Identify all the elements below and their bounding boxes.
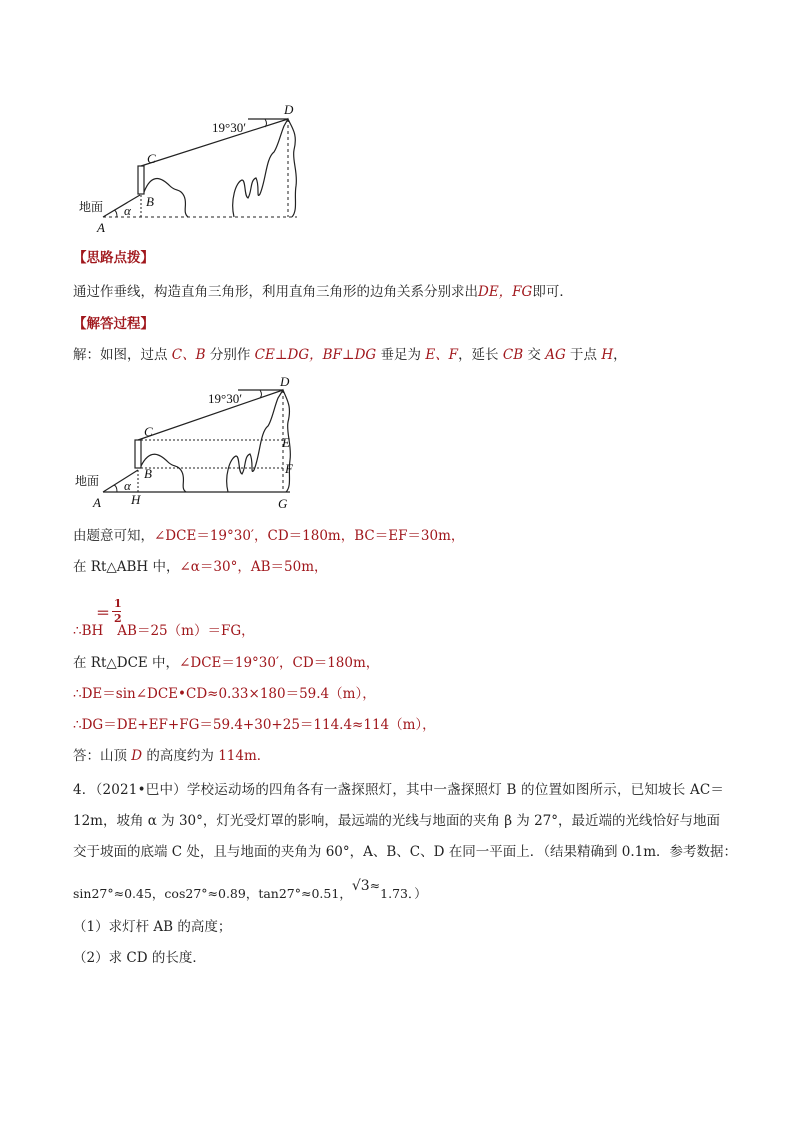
problem4-line-4: sin27°≈0.45，cos27°≈0.89，tan27°≈0.51，√3≈1.73．） <box>73 878 427 901</box>
solution-answer: 答：山顶 D 的高度约为 114m． <box>73 748 271 764</box>
label-F: F <box>285 461 293 476</box>
hint-text: 通过作垂线，构造直角三角形，利用直角三角形的边角关系分别求出DE，FG即可． <box>73 284 573 300</box>
solution-line-1: 由题意可知，∠DCE＝19°30′，CD＝180m，BC＝EF＝30m， <box>73 528 465 544</box>
label-B: B <box>146 194 154 209</box>
problem4-question-1: （1）求灯杆 AB 的高度； <box>73 919 232 935</box>
hint-title: 【思路点拨】 <box>73 250 154 266</box>
figure-mountain-1 <box>70 100 310 240</box>
solution-line-2: 在 Rt△ABH 中，∠α＝30°，AB＝50m， <box>73 559 328 575</box>
problem4-question-2: （2）求 CD 的长度． <box>73 950 206 966</box>
label-ground: 地面 <box>75 474 100 488</box>
solution-title: 【解答过程】 <box>73 316 154 332</box>
label-H: H <box>131 492 141 507</box>
solution-intro: 解：如图，过点 C、B 分别作 CE⊥DG，BF⊥DG 垂足为 E、F，延长 CB 交 AG 于点 H， <box>73 347 627 363</box>
label-D: D <box>284 102 294 117</box>
problem4-line-1: 4．（2021•巴中）学校运动场的四角各有一盏探照灯，其中一盏探照灯 B 的位置如图所示，已知坡长 AC＝ <box>73 782 725 798</box>
label-C: C <box>144 424 153 439</box>
fraction-numerator: 1 <box>114 597 122 610</box>
problem4-line-3: 交于坡面的底端 C 处，且与地面的夹角为 60°，A、B、C、D 在同一平面上．（结果精确到 0.1m．参考数据： <box>73 844 738 860</box>
figure-mountain-2 <box>68 370 328 515</box>
fraction-denominator: 2 <box>114 612 122 625</box>
label-alpha: α <box>124 203 131 218</box>
label-A: A <box>97 220 105 235</box>
label-A: A <box>93 495 101 510</box>
label-C: C <box>147 151 156 166</box>
label-alpha: α <box>124 478 131 493</box>
problem4-line-2: 12m，坡角 α 为 30°，灯光受灯罩的影响，最远端的光线与地面的夹角 β 为 27°，最近端的光线恰好与地面 <box>73 813 721 829</box>
label-D: D <box>280 374 290 389</box>
label-ground: 地面 <box>79 200 104 214</box>
solution-line-4: 在 Rt△DCE 中，∠DCE＝19°30′，CD＝180m， <box>73 655 380 671</box>
fraction-eq: ＝ <box>96 606 110 622</box>
solution-line-6: ∴DG＝DE+EF+FG＝59.4+30+25＝114.4≈114（m）， <box>73 717 436 733</box>
solution-line-3: ∴BH AB＝25（m）＝FG， <box>73 623 255 639</box>
label-angle: 19°30′ <box>212 120 247 135</box>
solution-line-5: ∴DE＝sin∠DCE•CD≈0.33×180＝59.4（m）， <box>73 686 376 702</box>
label-E: E <box>282 435 290 450</box>
label-angle: 19°30′ <box>208 391 243 406</box>
label-G: G <box>278 496 288 511</box>
label-B: B <box>144 466 152 481</box>
